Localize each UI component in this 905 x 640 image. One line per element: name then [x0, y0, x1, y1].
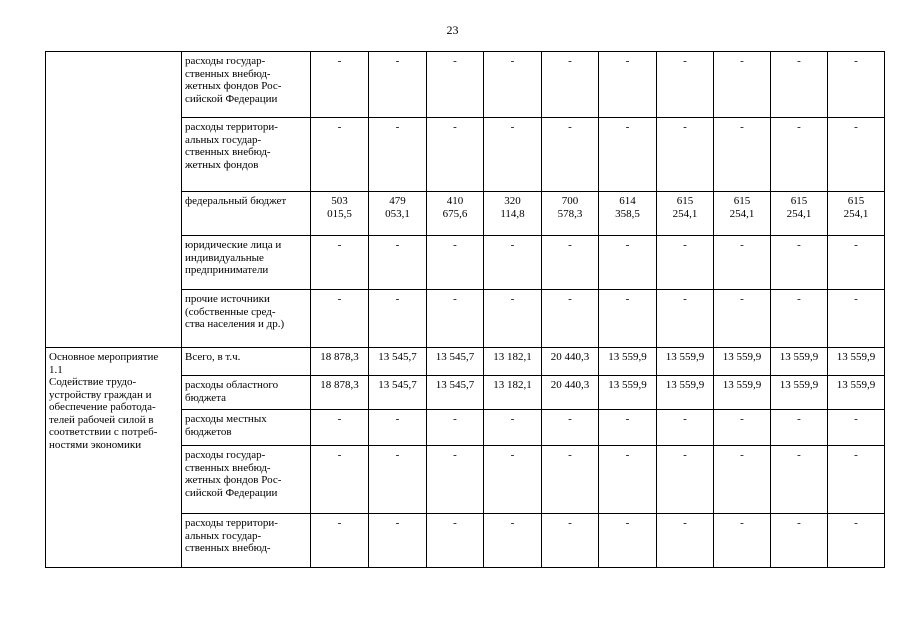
value-cell: - [427, 446, 484, 514]
value-cell: 13 559,9 [828, 348, 885, 376]
value-cell: - [828, 52, 885, 118]
value-cell: - [542, 236, 599, 290]
value-cell: - [714, 118, 771, 192]
text-line: альных государ- [185, 529, 262, 542]
value-cell: - [771, 446, 828, 514]
value-cell: - [714, 446, 771, 514]
value-cell: - [484, 290, 542, 348]
value-part: 114,8 [500, 207, 525, 220]
text-line: устройству граждан и [49, 388, 152, 401]
value-cell: - [542, 446, 599, 514]
value-cell [484, 192, 542, 236]
value-part: 254,1 [729, 207, 755, 220]
text-line: бюджетов [185, 425, 232, 438]
value-cell: - [714, 410, 771, 446]
value-cell: - [427, 290, 484, 348]
funding-source-cell [182, 514, 311, 568]
page-number: 23 [446, 23, 459, 37]
value-cell: - [427, 236, 484, 290]
value-cell: - [771, 52, 828, 118]
value-cell: - [714, 290, 771, 348]
value-cell: 13 545,7 [427, 376, 484, 410]
value-part: 503 [331, 195, 348, 207]
text-line: ностями экономики [49, 438, 142, 451]
value-part: 254,1 [786, 207, 812, 220]
value-cell: - [657, 446, 714, 514]
value-cell: - [714, 52, 771, 118]
value-cell: - [771, 118, 828, 192]
value-cell: 18 878,3 [311, 376, 369, 410]
value-cell: 13 182,1 [484, 348, 542, 376]
value-cell: - [657, 514, 714, 568]
value-cell: - [311, 446, 369, 514]
value-cell: 13 559,9 [599, 376, 657, 410]
value-cell: - [369, 52, 427, 118]
value-cell: - [311, 52, 369, 118]
value-part: 320 [504, 195, 521, 207]
value-cell: 13 559,9 [657, 376, 714, 410]
value-part: 015,5 [327, 207, 352, 220]
value-cell: - [484, 52, 542, 118]
value-cell: - [599, 290, 657, 348]
value-cell: 13 545,7 [369, 376, 427, 410]
value-part: 615 [676, 195, 694, 207]
value-cell: - [542, 410, 599, 446]
value-cell: - [599, 236, 657, 290]
value-part: 254,1 [672, 207, 698, 220]
value-cell: - [771, 236, 828, 290]
text-line: Всего, в т.ч. [185, 351, 241, 363]
text-line: индивидуальные [185, 251, 264, 264]
text-line: обеспечение работода- [49, 401, 156, 413]
text-line: предприниматели [185, 264, 269, 276]
table-row [46, 52, 885, 118]
table-row [46, 348, 885, 376]
text-line: сийской Федерации [185, 486, 278, 499]
text-line: ственных внебюд- [185, 146, 271, 158]
value-part: 615 [847, 195, 865, 207]
value-cell: - [657, 52, 714, 118]
value-cell: - [427, 118, 484, 192]
value-part: 254,1 [843, 207, 869, 220]
value-cell: - [599, 410, 657, 446]
value-cell: - [771, 290, 828, 348]
text-line: расходы местных [185, 413, 267, 425]
value-cell: - [311, 236, 369, 290]
value-cell: - [771, 514, 828, 568]
funding-source-cell [182, 376, 311, 410]
funding-source-cell [182, 348, 311, 376]
value-cell: - [599, 446, 657, 514]
text-line: федеральный бюджет [185, 195, 287, 207]
text-line: жетных фондов Рос- [185, 474, 282, 486]
value-cell: - [657, 236, 714, 290]
value-cell: - [599, 118, 657, 192]
value-cell: 13 559,9 [771, 376, 828, 410]
funding-source-cell [182, 236, 311, 290]
value-part: 479 [389, 195, 406, 207]
value-cell: - [484, 236, 542, 290]
value-cell: 13 545,7 [427, 348, 484, 376]
value-cell: - [657, 290, 714, 348]
value-cell [599, 192, 657, 236]
text-line: жетных фондов Рос- [185, 80, 282, 92]
text-line: (собственные сред- [185, 305, 276, 318]
value-cell: - [311, 290, 369, 348]
value-cell: - [657, 118, 714, 192]
value-cell: - [369, 290, 427, 348]
text-line: 1.1 [49, 363, 63, 376]
value-cell: - [599, 52, 657, 118]
value-part: 578,3 [557, 207, 583, 220]
value-cell: - [427, 52, 484, 118]
activity-cell [46, 348, 182, 568]
text-line: Содействие трудо- [49, 376, 137, 388]
value-cell: - [311, 410, 369, 446]
value-cell: - [369, 118, 427, 192]
value-cell [657, 192, 714, 236]
value-cell: - [311, 514, 369, 568]
text-line: прочие источники [185, 293, 270, 305]
value-cell: - [369, 514, 427, 568]
text-line: расходы территори- [185, 121, 278, 133]
value-cell: - [828, 410, 885, 446]
value-cell: - [542, 52, 599, 118]
text-line: Основное мероприятие [49, 351, 159, 363]
text-line: ства населения и др.) [185, 318, 285, 330]
value-cell [542, 192, 599, 236]
value-part: 053,1 [385, 207, 410, 220]
funding-source-cell [182, 118, 311, 192]
value-cell: - [427, 410, 484, 446]
funding-source-cell [182, 410, 311, 446]
table-body [46, 52, 885, 568]
value-cell: - [484, 446, 542, 514]
value-cell: - [542, 118, 599, 192]
value-cell [369, 192, 427, 236]
budget-table [45, 51, 885, 568]
text-line: бюджета [185, 391, 227, 404]
text-line: расходы государ- [185, 55, 266, 67]
text-line: жетных фондов [185, 158, 259, 171]
value-cell: - [657, 410, 714, 446]
value-cell: - [828, 290, 885, 348]
value-cell [771, 192, 828, 236]
funding-source-cell [182, 192, 311, 236]
value-part: 614 [619, 195, 636, 207]
funding-source-cell [182, 290, 311, 348]
text-line: ственных внебюд- [185, 461, 271, 474]
text-line: расходы территори- [185, 517, 278, 529]
value-cell: 13 559,9 [657, 348, 714, 376]
value-cell [427, 192, 484, 236]
value-cell: 13 559,9 [771, 348, 828, 376]
text-line: телей рабочей силой в [49, 413, 154, 426]
value-cell: - [599, 514, 657, 568]
value-cell: - [828, 236, 885, 290]
value-cell: 13 559,9 [599, 348, 657, 376]
value-cell: 13 559,9 [828, 376, 885, 410]
value-cell: 13 545,7 [369, 348, 427, 376]
value-cell: - [714, 514, 771, 568]
text-line: альных государ- [185, 133, 262, 146]
activity-cell [46, 52, 182, 348]
value-part: 615 [790, 195, 808, 207]
value-cell: - [427, 514, 484, 568]
funding-source-cell [182, 52, 311, 118]
value-cell: - [311, 118, 369, 192]
text-line: расходы государ- [185, 449, 266, 461]
funding-source-cell [182, 446, 311, 514]
value-cell: - [714, 236, 771, 290]
value-part: 615 [733, 195, 751, 207]
text-line: юридические лица и [185, 239, 282, 251]
text-line: расходы областного [185, 379, 279, 391]
value-cell: 13 182,1 [484, 376, 542, 410]
value-cell [828, 192, 885, 236]
value-cell: - [484, 514, 542, 568]
value-part: 675,6 [442, 207, 468, 220]
value-cell: - [484, 410, 542, 446]
value-cell: 13 559,9 [714, 348, 771, 376]
value-cell: - [369, 236, 427, 290]
value-cell: - [542, 290, 599, 348]
value-cell: - [771, 410, 828, 446]
value-part: 700 [561, 195, 579, 207]
value-cell: - [828, 118, 885, 192]
value-cell: 18 878,3 [311, 348, 369, 376]
text-line: ственных внебюд- [185, 67, 271, 80]
value-cell: - [828, 446, 885, 514]
value-cell [311, 192, 369, 236]
text-line: сийской Федерации [185, 92, 278, 105]
value-part: 358,5 [615, 207, 640, 220]
text-line: ственных внебюд- [185, 542, 271, 554]
value-cell: - [369, 410, 427, 446]
value-cell [714, 192, 771, 236]
value-cell: 20 440,3 [542, 376, 599, 410]
value-cell: - [369, 446, 427, 514]
value-part: 410 [446, 195, 464, 207]
value-cell: - [484, 118, 542, 192]
value-cell: 20 440,3 [542, 348, 599, 376]
value-cell: 13 559,9 [714, 376, 771, 410]
value-cell: - [542, 514, 599, 568]
text-line: соответствии с потреб- [49, 426, 158, 438]
value-cell: - [828, 514, 885, 568]
